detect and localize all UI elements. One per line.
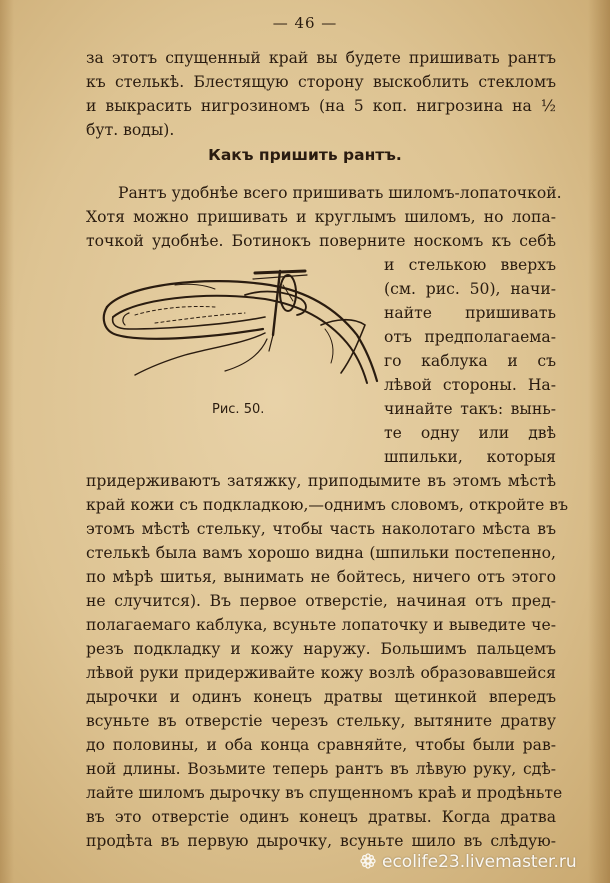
paragraph2-wrap-line: го каблука и съ — [384, 352, 556, 370]
page-number: — 46 — — [272, 14, 338, 32]
paragraph2-line: полагаемаго каблука, всуньте лопаточку и выведите че- — [86, 616, 556, 634]
paragraph1-line: бут. воды). — [86, 121, 175, 139]
figure-caption: Рис. 50. — [212, 402, 265, 417]
paragraph1-line: за этотъ спущенный край вы будете пришивать рантъ — [86, 49, 556, 67]
paragraph2-line: до половины, и оба конца сравняйте, чтобы были рав- — [86, 736, 556, 754]
paragraph2-line: этомъ мѣстѣ стельку, чтобы часть наколотаго мѣста въ — [86, 520, 556, 538]
paragraph2-wrap-line: лѣвой стороны. На- — [384, 376, 556, 394]
paragraph2-line: резъ подкладку и кожу наружу. Большимъ пальцемъ — [86, 640, 556, 658]
paragraph2-wrap-line: и стелькою вверхъ — [384, 256, 556, 274]
paragraph2-line: въ это отверстіе одинъ конецъ дратвы. Когда дратва — [86, 808, 556, 826]
paragraph1-line: и выкрасить нигрозиномъ (на 5 коп. нигрозина на ½ — [86, 97, 556, 115]
page-shadow-left — [0, 0, 14, 883]
paragraph2-line: лѣвой руки придерживайте кожу возлѣ образовавшейся — [86, 664, 556, 682]
paragraph2-line: край кожи съ подкладкою,—однимъ словомъ, откройте въ — [86, 496, 568, 514]
paragraph1-line: къ стелькѣ. Блестящую сторону выскоблить стекломъ — [86, 73, 556, 91]
paragraph2-wrap-line: те одну или двѣ — [384, 424, 556, 442]
paragraph2-line: Рантъ удобнѣе всего пришивать шиломъ-лопаточкой. — [118, 184, 562, 202]
paragraph2-wrap-line: чинайте такъ: вынь- — [384, 400, 556, 418]
paragraph2-line: придерживаютъ затяжку, приподымите въ этомъ мѣстѣ — [86, 472, 556, 490]
paragraph2-line: Хотя можно пришивать и круглымъ шиломъ, но лопа- — [86, 208, 556, 226]
shoe-welt-illustration — [95, 255, 380, 395]
flower-icon — [360, 853, 376, 869]
paragraph2-line: всуньте въ отверстіе черезъ стельку, вытяните дратву — [86, 712, 556, 730]
section-heading: Какъ пришить рантъ. — [208, 146, 402, 164]
paragraph2-wrap-line: найте пришивать — [384, 304, 556, 322]
watermark-text: ecolife23.livemaster.ru — [382, 852, 577, 872]
paragraph2-line: ной длины. Возьмите теперь рантъ въ лѣвую руку, сдѣ- — [86, 760, 556, 778]
paragraph2-line: лайте шиломъ дырочку въ спущенномъ краѣ и продѣньте — [86, 784, 563, 802]
paragraph2-line: по мѣрѣ шитья, вынимать не бойтесь, ничего отъ этого — [86, 568, 556, 586]
paragraph2-wrap-line: отъ предполагаема- — [384, 328, 556, 346]
paragraph2-wrap-line: (см. рис. 50), начи- — [384, 280, 556, 298]
page-shadow-right — [588, 0, 610, 883]
paragraph2-line: стелькѣ была вамъ хорошо видна (шпильки постепенно, — [86, 544, 556, 562]
paragraph2-line: точкой удобнѣе. Ботинокъ поверните носкомъ къ себѣ — [86, 232, 556, 250]
watermark — [360, 852, 577, 872]
paragraph2-line: дырочки и одинъ конецъ дратвы щетинкой впередъ — [86, 688, 556, 706]
paragraph2-wrap-line: шпильки, которыя — [384, 448, 556, 466]
paragraph2-line: не случится). Въ первое отверстіе, начиная отъ пред- — [86, 592, 556, 610]
paragraph2-line: продѣта въ первую дырочку, всуньте шило въ слѣдую- — [86, 832, 556, 850]
